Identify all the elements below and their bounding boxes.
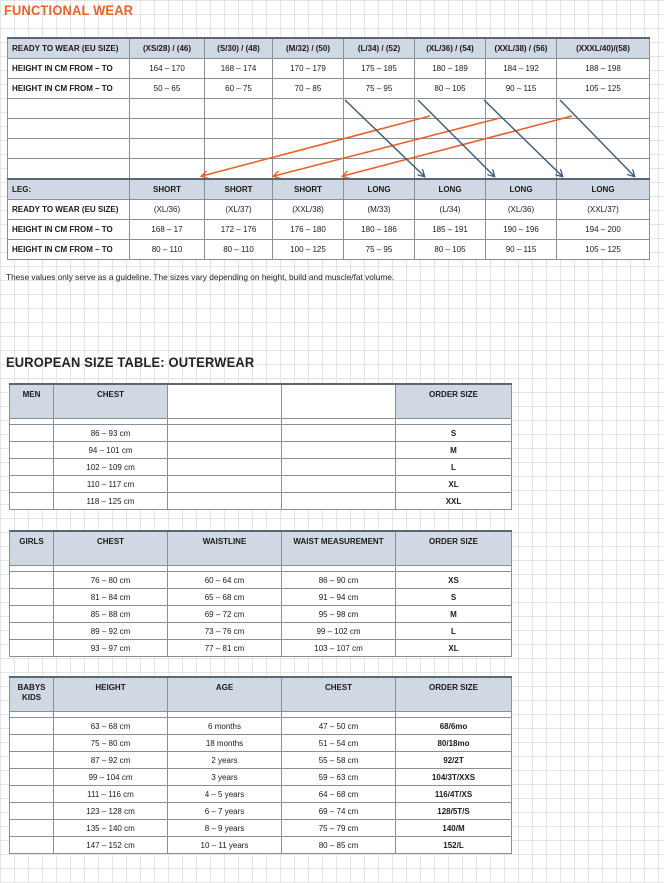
fw-cell: 80 – 105 <box>415 79 486 99</box>
table-cell <box>168 442 282 459</box>
fw-cell: 175 – 185 <box>344 59 415 79</box>
fw-leg-row <box>8 240 650 260</box>
table-cell: 93 – 97 cm <box>54 640 168 657</box>
table-cell <box>10 820 54 837</box>
fw-cell: 168 – 17 <box>130 220 205 240</box>
table-cell <box>130 139 205 159</box>
table-cell <box>10 493 54 510</box>
table-cell: 81 – 84 cm <box>54 589 168 606</box>
table-row <box>10 820 512 837</box>
table-cell <box>486 159 557 180</box>
table-cell <box>8 139 130 159</box>
order-size-cell: 116/4T/XS <box>396 786 512 803</box>
fw-leg-cell: LONG <box>557 179 650 200</box>
girls-header-cell: GIRLS <box>10 531 54 566</box>
fw-header-row <box>8 38 650 59</box>
fw-header-cell: (XXXL/40)/(58) <box>557 38 650 59</box>
fw-cell: 50 – 65 <box>130 79 205 99</box>
men-header-cell: MEN <box>10 384 54 419</box>
table-cell <box>10 459 54 476</box>
fw-cell: 75 – 95 <box>344 240 415 260</box>
girls-header-cell: WAIST MEASUREMENT <box>282 531 396 566</box>
chest-cell: 94 – 101 cm <box>54 442 168 459</box>
fw-cell: 164 – 170 <box>130 59 205 79</box>
fw-row <box>8 79 650 99</box>
fw-row-label: HEIGHT IN CM FROM – TO <box>8 59 130 79</box>
table-cell <box>273 139 344 159</box>
table-cell: 63 – 68 cm <box>54 718 168 735</box>
table-cell <box>282 442 396 459</box>
table-row <box>10 425 512 442</box>
table-cell <box>557 139 650 159</box>
table-cell: 59 – 63 cm <box>282 769 396 786</box>
table-row <box>10 459 512 476</box>
fw-cell: 80 – 110 <box>205 240 273 260</box>
table-cell <box>205 119 273 139</box>
table-cell <box>557 119 650 139</box>
table-row <box>10 606 512 623</box>
table-cell: 95 – 98 cm <box>282 606 396 623</box>
table-cell: 91 – 94 cm <box>282 589 396 606</box>
table-cell: 64 – 68 cm <box>282 786 396 803</box>
table-cell: 89 – 92 cm <box>54 623 168 640</box>
order-size-cell: 140/M <box>396 820 512 837</box>
table-cell: 6 – 7 years <box>168 803 282 820</box>
chest-cell: 102 – 109 cm <box>54 459 168 476</box>
table-row <box>10 589 512 606</box>
fw-row-label: READY TO WEAR (EU SIZE) <box>8 200 130 220</box>
fw-cell: (XL/36) <box>486 200 557 220</box>
fw-cell: 172 – 176 <box>205 220 273 240</box>
babys-header-row <box>10 677 512 712</box>
table-cell: 75 – 79 cm <box>282 820 396 837</box>
fw-cell: 184 – 192 <box>486 59 557 79</box>
functional-wear-title: FUNCTIONAL WEAR <box>4 2 134 18</box>
girls-size-table <box>9 530 512 657</box>
order-size-cell: XS <box>396 572 512 589</box>
order-size-cell: XXL <box>396 493 512 510</box>
babys-header-cell: HEIGHT <box>54 677 168 712</box>
fw-cell: (XXL/38) <box>273 200 344 220</box>
chest-cell: 118 – 125 cm <box>54 493 168 510</box>
fw-leg-row <box>8 220 650 240</box>
table-cell: 69 – 72 cm <box>168 606 282 623</box>
fw-leg-row <box>8 200 650 220</box>
table-cell <box>8 119 130 139</box>
table-cell: 123 – 128 cm <box>54 803 168 820</box>
fw-cell: (XL/36) <box>130 200 205 220</box>
fw-cell: 90 – 115 <box>486 240 557 260</box>
order-size-cell: 92/2T <box>396 752 512 769</box>
order-size-cell: 68/6mo <box>396 718 512 735</box>
order-size-cell: M <box>396 442 512 459</box>
order-size-cell: 80/18mo <box>396 735 512 752</box>
table-cell: 6 months <box>168 718 282 735</box>
table-cell <box>486 139 557 159</box>
fw-cell: (XXL/37) <box>557 200 650 220</box>
men-header-row <box>10 384 512 419</box>
fw-cell: 80 – 110 <box>130 240 205 260</box>
fw-empty-row <box>8 119 650 139</box>
fw-cell: 90 – 115 <box>486 79 557 99</box>
girls-header-cell: WAISTLINE <box>168 531 282 566</box>
table-cell: 3 years <box>168 769 282 786</box>
babys-header-cell: ORDER SIZE <box>396 677 512 712</box>
table-cell <box>486 99 557 119</box>
table-cell: 86 – 90 cm <box>282 572 396 589</box>
table-cell <box>10 837 54 854</box>
table-cell <box>10 769 54 786</box>
table-cell <box>415 159 486 180</box>
men-header-cell: ORDER SIZE <box>396 384 512 419</box>
table-cell: 69 – 74 cm <box>282 803 396 820</box>
fw-header-label: READY TO WEAR (EU SIZE) <box>8 38 130 59</box>
table-cell: 73 – 76 cm <box>168 623 282 640</box>
order-size-cell: 104/3T/XXS <box>396 769 512 786</box>
guideline-note: These values only serve as a guideline. The sizes vary depending on height, build and muscle/fat volume. <box>6 272 395 282</box>
table-cell <box>130 99 205 119</box>
table-cell <box>130 159 205 180</box>
table-cell: 76 – 80 cm <box>54 572 168 589</box>
fw-leg-cell: SHORT <box>205 179 273 200</box>
table-cell: 18 months <box>168 735 282 752</box>
fw-row-label: HEIGHT IN CM FROM – TO <box>8 240 130 260</box>
table-cell <box>130 119 205 139</box>
chest-cell: 110 – 117 cm <box>54 476 168 493</box>
table-cell: 99 – 104 cm <box>54 769 168 786</box>
table-cell: 99 – 102 cm <box>282 623 396 640</box>
table-cell: 77 – 81 cm <box>168 640 282 657</box>
table-cell <box>205 159 273 180</box>
men-header-cell <box>168 384 282 419</box>
fw-cell: (L/34) <box>415 200 486 220</box>
table-cell <box>10 623 54 640</box>
fw-cell: 180 – 189 <box>415 59 486 79</box>
fw-cell: 176 – 180 <box>273 220 344 240</box>
table-cell <box>486 119 557 139</box>
table-cell <box>168 493 282 510</box>
fw-cell: 70 – 85 <box>273 79 344 99</box>
table-row <box>10 442 512 459</box>
table-row <box>10 735 512 752</box>
functional-wear-table <box>7 37 650 260</box>
table-cell <box>10 803 54 820</box>
fw-header-cell: (M/32) / (50) <box>273 38 344 59</box>
table-cell: 85 – 88 cm <box>54 606 168 623</box>
table-cell: 65 – 68 cm <box>168 589 282 606</box>
table-cell <box>273 159 344 180</box>
babys-header-cell: AGE <box>168 677 282 712</box>
table-cell <box>205 139 273 159</box>
fw-cell: 170 – 179 <box>273 59 344 79</box>
table-cell <box>415 99 486 119</box>
fw-leg-cell: LONG <box>486 179 557 200</box>
fw-header-cell: (L/34) / (52) <box>344 38 415 59</box>
fw-row <box>8 59 650 79</box>
table-cell <box>10 606 54 623</box>
fw-leg-label: LEG: <box>8 179 130 200</box>
fw-header-cell: (XL/36) / (54) <box>415 38 486 59</box>
fw-cell: 188 – 198 <box>557 59 650 79</box>
table-row <box>10 769 512 786</box>
fw-cell: (XL/37) <box>205 200 273 220</box>
table-cell: 80 – 85 cm <box>282 837 396 854</box>
table-cell <box>282 493 396 510</box>
table-cell <box>10 640 54 657</box>
order-size-cell: 152/L <box>396 837 512 854</box>
table-cell <box>8 159 130 180</box>
table-cell <box>10 572 54 589</box>
fw-cell: 168 – 174 <box>205 59 273 79</box>
fw-row-label: HEIGHT IN CM FROM – TO <box>8 220 130 240</box>
fw-leg-header-row <box>8 179 650 200</box>
table-cell <box>10 425 54 442</box>
girls-header-cell: CHEST <box>54 531 168 566</box>
order-size-cell: L <box>396 459 512 476</box>
table-cell <box>168 459 282 476</box>
men-header-cell <box>282 384 396 419</box>
fw-cell: 194 – 200 <box>557 220 650 240</box>
table-cell <box>557 99 650 119</box>
fw-empty-row <box>8 159 650 180</box>
order-size-cell: XL <box>396 476 512 493</box>
men-header-cell: CHEST <box>54 384 168 419</box>
girls-header-cell: ORDER SIZE <box>396 531 512 566</box>
men-size-table <box>9 383 512 510</box>
table-cell <box>10 752 54 769</box>
table-cell <box>10 442 54 459</box>
fw-empty-row <box>8 99 650 119</box>
table-row <box>10 786 512 803</box>
table-cell <box>168 476 282 493</box>
table-row <box>10 752 512 769</box>
fw-empty-row <box>8 139 650 159</box>
table-row <box>10 623 512 640</box>
table-cell <box>415 119 486 139</box>
table-cell: 103 – 107 cm <box>282 640 396 657</box>
fw-header-cell: (S/30) / (48) <box>205 38 273 59</box>
table-cell <box>10 589 54 606</box>
table-cell <box>557 159 650 180</box>
fw-leg-cell: SHORT <box>130 179 205 200</box>
babys-kids-size-table <box>9 676 512 854</box>
table-cell <box>10 476 54 493</box>
order-size-cell: 128/5T/S <box>396 803 512 820</box>
table-cell: 75 – 80 cm <box>54 735 168 752</box>
table-cell <box>282 425 396 442</box>
table-cell: 2 years <box>168 752 282 769</box>
table-cell <box>415 139 486 159</box>
table-cell: 111 – 116 cm <box>54 786 168 803</box>
table-cell <box>344 139 415 159</box>
order-size-cell: M <box>396 606 512 623</box>
table-row <box>10 572 512 589</box>
order-size-cell: S <box>396 589 512 606</box>
fw-cell: 190 – 196 <box>486 220 557 240</box>
fw-header-cell: (XXL/38) / (56) <box>486 38 557 59</box>
table-cell: 135 – 140 cm <box>54 820 168 837</box>
table-cell <box>282 476 396 493</box>
girls-header-row <box>10 531 512 566</box>
table-cell: 4 – 5 years <box>168 786 282 803</box>
fw-cell: 185 – 191 <box>415 220 486 240</box>
outerwear-title: EUROPEAN SIZE TABLE: OUTERWEAR <box>6 354 255 370</box>
order-size-cell: L <box>396 623 512 640</box>
fw-cell: (M/33) <box>344 200 415 220</box>
fw-cell: 80 – 105 <box>415 240 486 260</box>
fw-header-cell: (XS/28) / (46) <box>130 38 205 59</box>
table-row <box>10 837 512 854</box>
table-cell <box>10 718 54 735</box>
fw-leg-cell: LONG <box>415 179 486 200</box>
table-row <box>10 640 512 657</box>
fw-row-label: HEIGHT IN CM FROM – TO <box>8 79 130 99</box>
table-cell: 10 – 11 years <box>168 837 282 854</box>
table-row <box>10 718 512 735</box>
table-cell <box>10 786 54 803</box>
fw-cell: 75 – 95 <box>344 79 415 99</box>
table-row <box>10 803 512 820</box>
table-cell <box>10 735 54 752</box>
fw-cell: 105 – 125 <box>557 79 650 99</box>
table-cell: 55 – 58 cm <box>282 752 396 769</box>
table-cell <box>8 99 130 119</box>
table-cell: 60 – 64 cm <box>168 572 282 589</box>
table-cell <box>344 99 415 119</box>
table-cell: 47 – 50 cm <box>282 718 396 735</box>
fw-cell: 180 – 186 <box>344 220 415 240</box>
table-row <box>10 476 512 493</box>
table-cell: 51 – 54 cm <box>282 735 396 752</box>
table-cell: 147 – 152 cm <box>54 837 168 854</box>
babys-header-cell: CHEST <box>282 677 396 712</box>
table-cell <box>168 425 282 442</box>
table-cell <box>282 459 396 476</box>
table-cell: 8 – 9 years <box>168 820 282 837</box>
table-cell <box>344 119 415 139</box>
table-cell <box>205 99 273 119</box>
fw-leg-cell: LONG <box>344 179 415 200</box>
chest-cell: 86 – 93 cm <box>54 425 168 442</box>
fw-cell: 105 – 125 <box>557 240 650 260</box>
fw-leg-cell: SHORT <box>273 179 344 200</box>
fw-cell: 100 – 125 <box>273 240 344 260</box>
order-size-cell: XL <box>396 640 512 657</box>
babys-header-cell: BABYS KIDS <box>10 677 54 712</box>
table-cell: 87 – 92 cm <box>54 752 168 769</box>
order-size-cell: S <box>396 425 512 442</box>
table-cell <box>273 119 344 139</box>
table-cell <box>273 99 344 119</box>
table-cell <box>344 159 415 180</box>
table-row <box>10 493 512 510</box>
fw-cell: 60 – 75 <box>205 79 273 99</box>
